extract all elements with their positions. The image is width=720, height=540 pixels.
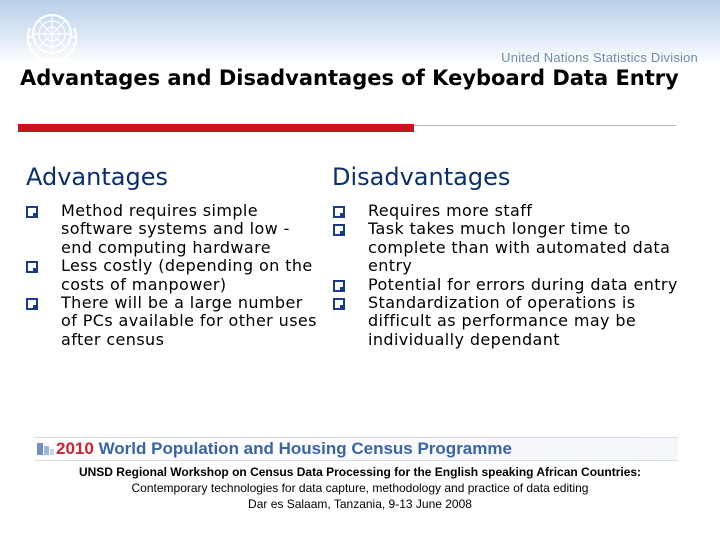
footer-workshop: UNSD Regional Workshop on Census Data Processing for the English speaking African Countries: <box>78 465 642 479</box>
list-item <box>25 202 317 257</box>
list-item-text: Standardization of operations is difficult as performance may be individually dependant <box>368 293 637 349</box>
square-bullet-icon <box>333 206 345 218</box>
footer-topic: Contemporary technologies for data capture, methodology and practice of data editing <box>131 481 589 495</box>
footer-location: Dar es Salaam, Tanzania, 9-13 June 2008 <box>248 497 472 511</box>
list-item-text: Less costly (depending on the costs of manpower) <box>61 256 313 294</box>
un-emblem-icon <box>20 8 84 64</box>
list-item <box>332 202 682 220</box>
list-item-text: Method requires simple software systems and low -end computing hardware <box>61 201 290 257</box>
list-item-text: There will be a large number of PCs available for other uses after census <box>61 293 317 349</box>
list-item <box>332 294 682 349</box>
square-bullet-icon <box>26 298 38 310</box>
square-bullet-icon <box>333 224 345 236</box>
square-bullet-icon <box>26 261 38 273</box>
census-programme-banner <box>34 437 678 461</box>
square-bullet-icon <box>26 206 38 218</box>
organization-name: United Nations Statistics Division <box>501 50 698 65</box>
slide-footer <box>0 464 720 512</box>
census-logo-icon <box>36 440 56 458</box>
advantages-column <box>25 160 317 349</box>
disadvantages-heading: Disadvantages <box>332 163 511 191</box>
list-item <box>25 294 317 349</box>
list-item <box>332 276 682 294</box>
square-bullet-icon <box>333 298 345 310</box>
advantages-list <box>25 202 317 349</box>
banner-title: World Population and Housing Census Programme <box>98 439 512 458</box>
list-item-text: Task takes much longer time to complete than with automated data entry <box>368 219 671 276</box>
disadvantages-list <box>332 202 682 349</box>
disadvantages-column <box>332 160 682 349</box>
list-item <box>332 220 682 275</box>
banner-year: 2010 <box>56 439 94 458</box>
list-item-text: Potential for errors during data entry <box>368 274 678 294</box>
square-bullet-icon <box>333 280 345 292</box>
list-item-text: Requires more staff <box>368 201 533 220</box>
banner-text <box>56 439 512 459</box>
title-underline-accent <box>18 124 414 132</box>
slide-title: Advantages and Disadvantages of Keyboard Data Entry <box>20 66 679 90</box>
title-underline-rule <box>414 125 676 126</box>
list-item <box>25 257 317 294</box>
advantages-heading: Advantages <box>26 163 168 191</box>
